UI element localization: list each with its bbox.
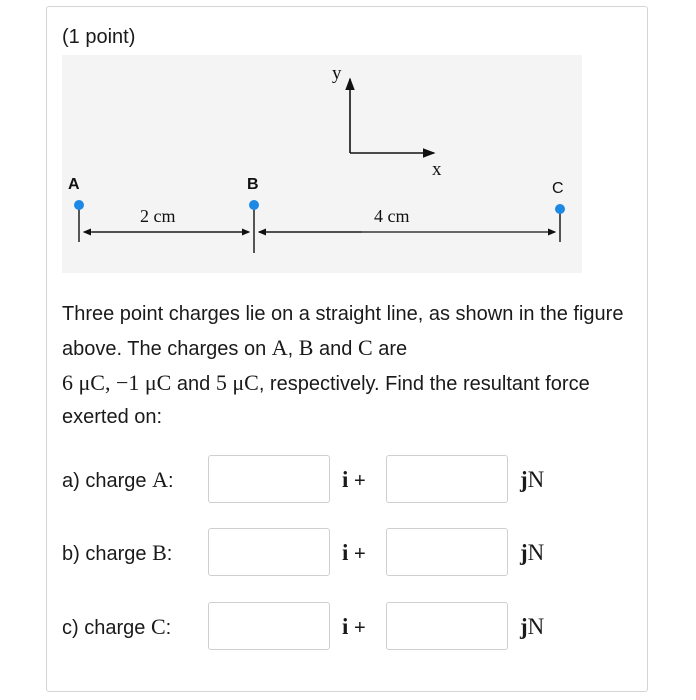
problem-text-3: and: [313, 338, 358, 360]
charge-a-j-input[interactable]: [386, 455, 508, 503]
problem-statement: [62, 298, 637, 434]
charge-b-dot: [249, 200, 259, 210]
y-axis-label: y: [332, 63, 342, 84]
charge-value-c: 5 μC: [215, 370, 259, 395]
answer-row-a: [62, 455, 582, 505]
label-b: B: [247, 176, 259, 193]
charges-figure: [62, 55, 582, 273]
problem-text-2: ,: [287, 338, 299, 360]
unit-i-a: i +: [342, 467, 366, 492]
charge-value-a: 6 μC: [62, 370, 105, 395]
points-label: (1 point): [62, 26, 136, 48]
answer-label-c: c) charge C:: [62, 614, 172, 639]
distance-ab-label: 2 cm: [140, 206, 176, 226]
distance-bc-label: 4 cm: [374, 206, 410, 226]
unit-j-c: jN: [520, 614, 545, 639]
label-a: A: [68, 176, 80, 193]
problem-text-4: are: [372, 338, 408, 360]
charge-value-b: −1 μC: [115, 370, 172, 395]
charge-a-dot: [74, 200, 84, 210]
charge-c-dot: [555, 204, 565, 214]
answer-label-a: a) charge A:: [62, 467, 174, 492]
unit-i-c: i +: [342, 614, 366, 639]
charge-b-j-input[interactable]: [386, 528, 508, 576]
math-a: A: [271, 335, 288, 360]
label-c: C: [552, 180, 564, 197]
problem-text-7: , respectively. Find the resultant force exerted on:: [62, 373, 590, 428]
unit-i-b: i +: [342, 540, 366, 565]
x-axis-label: x: [432, 159, 442, 180]
problem-text-1: Three point charges lie on a straight line, as shown in the figure above. The charges on: [62, 303, 624, 360]
unit-j-b: jN: [520, 540, 545, 565]
unit-j-a: jN: [520, 467, 545, 492]
charge-c-j-input[interactable]: [386, 602, 508, 650]
answer-row-b: [62, 528, 582, 578]
math-b: B: [298, 335, 314, 360]
charge-c-i-input[interactable]: [208, 602, 330, 650]
problem-text-6: and: [171, 373, 216, 395]
axes-icon: [350, 79, 434, 153]
charge-b-i-input[interactable]: [208, 528, 330, 576]
math-c: C: [357, 335, 373, 360]
charge-a-i-input[interactable]: [208, 455, 330, 503]
figure-svg: [62, 55, 582, 273]
problem-text-5: ,: [104, 370, 116, 395]
answer-label-b: b) charge B:: [62, 540, 173, 565]
answer-row-c: [62, 602, 582, 652]
